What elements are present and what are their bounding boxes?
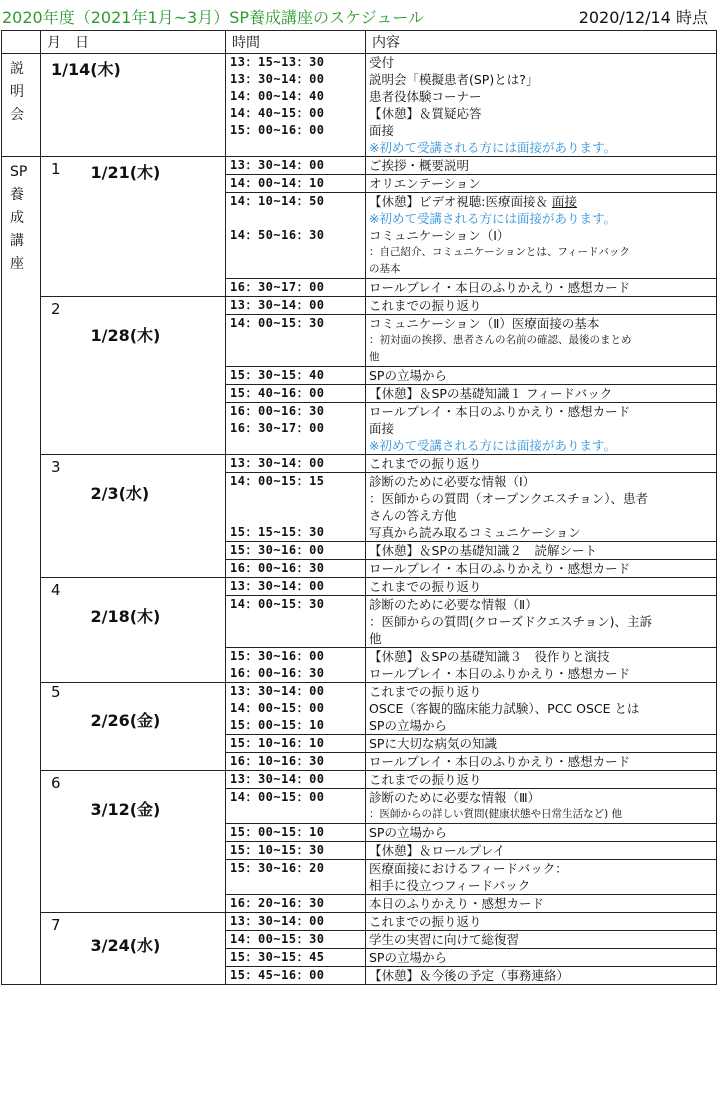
briefing-content: 受付 説明会「模擬患者(SP)とは?」 患者役体験コーナー 【休憩】＆質疑応答 面接 ※初めて受講される方には面接があります。	[366, 54, 717, 157]
session-1-number: 1	[41, 157, 81, 297]
page-header	[0, 0, 718, 30]
session-2-row-1: 2 1/28(木) 13：30~14：00 これまでの振り返り	[2, 297, 717, 315]
session-3-date: 2/3(水)	[81, 455, 226, 578]
session-7-number: 7	[41, 913, 81, 985]
header-content: 内容	[366, 31, 717, 54]
session-6-date: 3/12(金)	[81, 771, 226, 913]
session-4-date: 2/18(木)	[81, 578, 226, 683]
session-1-date: 1/21(木)	[81, 157, 226, 297]
header-time: 時間	[226, 31, 366, 54]
session-4-number: 4	[41, 578, 81, 683]
page-title: 2020年度（2021年1月~3月）SP養成講座のスケジュール	[2, 8, 425, 27]
session-3-row-1: 3 2/3(水) 13：30~14：00 これまでの振り返り	[2, 455, 717, 473]
briefing-date: 1/14(木)	[41, 54, 226, 157]
as-of-date: 2020/12/14 時点	[578, 8, 708, 27]
session-6-row-1: 6 3/12(金) 13：30~14：00 これまでの振り返り	[2, 771, 717, 789]
header-row	[2, 31, 717, 54]
header-category	[2, 31, 41, 54]
session-1-row-1: SP 養 成 講 座 1 1/21(木) 13：30~14：00 ご挨拶・概要説明	[2, 157, 717, 175]
session-3-number: 3	[41, 455, 81, 578]
interview-note: ※初めて受講される方には面接があります。	[369, 140, 616, 155]
header-month-day: 月 日	[41, 31, 226, 54]
session-2-date: 1/28(木)	[81, 297, 226, 455]
session-5-row-1: 5 2/26(金) 13：30~14：00 14：00~15：00 15：00~15：10 これまでの振り返り OSCE（客観的臨床能力試験）、PCC OSCE とは SPの立場から	[2, 683, 717, 735]
session-4-row-1: 4 2/18(木) 13：30~14：00 これまでの振り返り	[2, 578, 717, 596]
briefing-times: 13：15~13：30 13：30~14：00 14：00~14：40 14：40~15：00 15：00~16：00	[226, 54, 366, 157]
schedule-table: 月 日 時間 内容 説 明 会 1/14(木) 13：15~13：30 13：30~14：00 14：00~14：40 14：40~15：00 15：00~16：00 受付 説明会「模擬患者(SP)とは?」 患者役体験コーナー 【休憩】＆質疑応答 面接 ※初めて受講される方には面接があります。 SP 養 成 講 座 1 1/21(木) 13：30~14：00 ご挨拶・概要説明 14：00~14：10 オリエンテーション 14：10~14：50 14：50~16：30 【休憩】ビデオ視聴:医療面接＆ 面接 ※初めて受講される方には面接があります。 コミュニケーション（Ⅰ） ：自己紹介、コミュニケーションとは、フィードバック の基本 16：30~17：00 ロールプレイ・本日のふりかえり・感想カード 2 1/28(木) 13：30~14：00 これまでの振り返り 14：00~15：30 コミュニケーション（Ⅱ）医療面接の基本 ：初対面の挨拶、患者さんの名前の確認、最後のまとめ 他 15：30~15：40 SPの立場から 15：40~16：00 【休憩】＆SPの基礎知識１ フィードバック 16：00~16：30 16：30~17：00 ロールプレイ・本日のふりかえり・感想カード 面接 ※初めて受講される方には面接があります。 3 2/3(水) 13：30~14：00 これまでの振り返り 14：00~15：15 15：15~15：30 診断のために必要な情報（Ⅰ） ：医師からの質問（オープンクエスチョン）、患者 さんの答え方他 写真から読み取るコミュニケーション 15：30~16：00 【休憩】＆SPの基礎知識２ 読解シート 16：00~16：30 ロールプレイ・本日のふりかえり・感想カード 4 2/18(木) 13：30~14：00 これまでの振り返り 14：00~15：30 診断のために必要な情報（Ⅱ） ：医師からの質問(クローズドクエスチョン)、主訴 他 15：30~16：00 16：00~16：30 【休憩】＆SPの基礎知識３ 役作りと演技 ロールプレイ・本日のふりかえり・感想カード 5 2/26(金) 13：30~14：00 14：00~15：00 15：00~15：10 これまでの振り返り OSCE（客観的臨床能力試験）、PCC OSCE とは SPの立場から 15：10~16：10 SPに大切な病気の知識 16：10~16：30 ロールプレイ・本日のふりかえり・感想カード 6 3/12(金) 13：30~14：00 これまでの振り返り 14：00~15：00 診断のために必要な情報（Ⅲ） ：医師からの詳しい質問(健康状態や日常生活など) 他 15：00~15：10 SPの立場から 15：10~15：30 【休憩】＆ロールプレイ 15：30~16：20 医療面接におけるフィードバック： 相手に役立つフィードバック 16：20~16：30 本日のふりかえり・感想カード 7 3/24(水) 13：30~14：00 これまでの振り返り 14：00~15：30 学生の実習に向けて総復習 15：30~15：45 SPの立場から 15：45~16：00 【休憩】＆今後の予定（事務連絡）	[1, 30, 717, 985]
session-2-number: 2	[41, 297, 81, 455]
briefing-row	[2, 54, 717, 157]
session-6-number: 6	[41, 771, 81, 913]
session-5-date: 2/26(金)	[81, 683, 226, 771]
session-7-date: 3/24(水)	[81, 913, 226, 985]
session-5-number: 5	[41, 683, 81, 771]
category-course: SP 養 成 講 座	[2, 157, 41, 985]
category-briefing: 説 明 会	[2, 54, 41, 157]
session-7-row-1: 7 3/24(水) 13：30~14：00 これまでの振り返り	[2, 913, 717, 931]
